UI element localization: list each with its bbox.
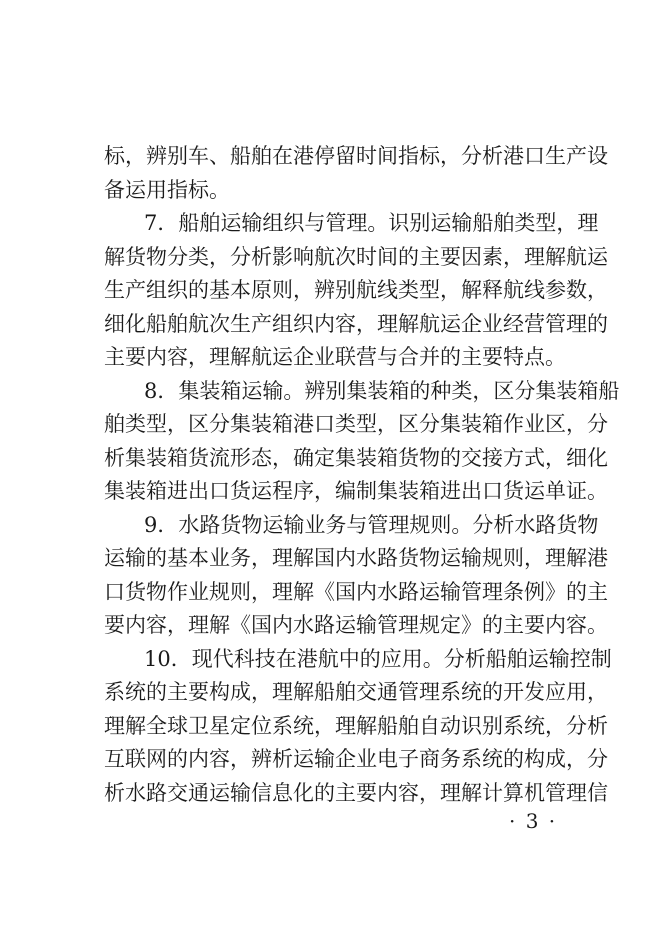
section-heading-line: 9．水路货物运输业务与管理规则。分析水路货物 — [144, 512, 599, 537]
section-heading-line: 7．船舶运输组织与管理。识别运输船舶类型，理 — [144, 211, 599, 235]
text-line: 互联网的内容，辨析运输企业电子商务系统的构成，分 — [104, 747, 608, 771]
text-line: 生产组织的基本原则，辨别航线类型，解释航线参数， — [104, 278, 608, 302]
text-line: 析集装箱货流形态，确定集装箱货物的交接方式，细化 — [104, 445, 608, 470]
text-line: 解货物分类，分析影响航次时间的主要因素，理解航运 — [104, 244, 608, 269]
text-line: 系统的主要构成，理解船舶交通管理系统的开发应用， — [104, 680, 608, 704]
page-number: · 3 · — [509, 809, 558, 833]
text-line: 析水路交通运输信息化的主要内容，理解计算机管理信 — [104, 780, 608, 805]
section-heading-line: 10．现代科技在港航中的应用。分析船舶运输控制 — [144, 646, 612, 671]
text-line: 备运用指标。 — [104, 177, 230, 202]
text-line: 主要内容，理解航运企业联营与合并的主要特点。 — [104, 345, 566, 369]
body-text — [104, 140, 620, 810]
text-line: 舶类型，区分集装箱港口类型，区分集装箱作业区，分 — [104, 412, 608, 436]
text-line: 要内容，理解《国内水路运输管理规定》的主要内容。 — [104, 613, 608, 637]
text-line: 运输的基本业务，理解国内水路货物运输规则，理解港 — [104, 546, 608, 570]
text-line: 理解全球卫星定位系统，理解船舶自动识别系统，分析 — [104, 713, 608, 738]
text-line: 细化船舶航次生产组织内容，理解航运企业经营管理的 — [104, 311, 608, 336]
text-line: 集装箱进出口货运程序，编制集装箱进出口货运单证。 — [104, 479, 608, 503]
text-line: 标，辨别车、船舶在港停留时间指标，分析港口生产设 — [104, 144, 608, 168]
text-line: 口货物作业规则，理解《国内水路运输管理条例》的主 — [104, 579, 608, 604]
section-heading-line: 8．集装箱运输。辨别集装箱的种类，区分集装箱船 — [144, 378, 620, 403]
